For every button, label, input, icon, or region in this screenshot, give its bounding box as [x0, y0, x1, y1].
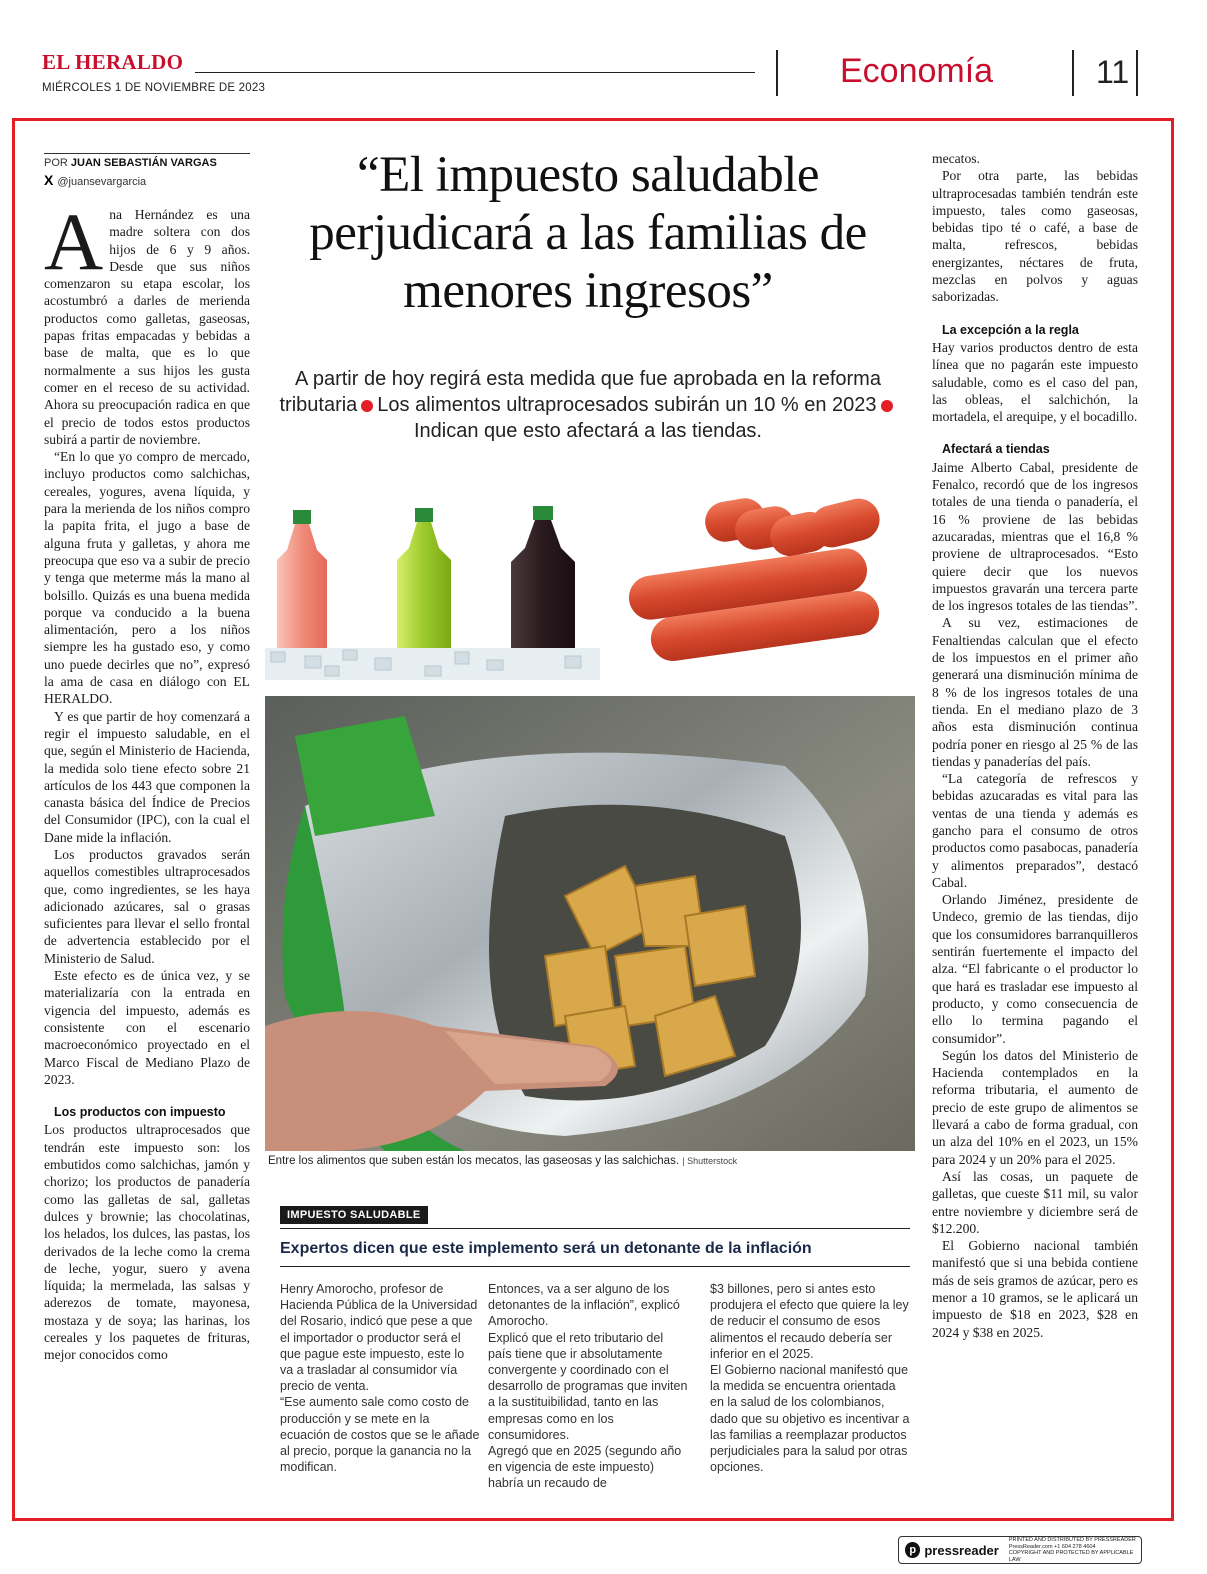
paragraph: El Gobierno nacional también manifestó que si una bebida contiene más de seis gramos de azúcar, pero es menor a 10 gramos, se le aplicará un impuesto de $18 en 2023, $28 en 2024 y $38 en 2025. [932, 1238, 1138, 1340]
bullet-dot-icon [881, 400, 893, 412]
paragraph: Este efecto es de única vez, y se materializaría con la entrada en vigencia del impuesto, además es consistente con el escenario macroeconómico proyectado en el Marco Fiscal de Mediano Plazo de 2023. [44, 968, 250, 1087]
sidebar-column-1 [280, 1281, 480, 1475]
paragraph: mecatos. [932, 151, 980, 166]
sausages-image [610, 480, 915, 680]
subheading: Los productos con impuesto [54, 1105, 226, 1120]
photo-credit: | Shutterstock [682, 1156, 738, 1166]
bottles-image [265, 480, 600, 680]
drop-cap: A [44, 196, 104, 287]
paragraph: “Ese aumento sale como costo de producción y se mete en la ecuación de costos que se le añade al precio, porque la ganancia no la modifican. [280, 1395, 480, 1475]
headline: “El impuesto saludable perjudicará a las familias de menores ingresos” [309, 147, 867, 319]
pressreader-badge[interactable] [898, 1536, 1142, 1564]
byline [44, 153, 250, 169]
header-divider [1136, 50, 1138, 96]
paragraph: El Gobierno nacional manifestó que la medida se encuentra orientada en la salud de los colombianos, dado que su objetivo es incentivar a las familias a reemplazar productos perjudiciales para la salud por otras opciones. [710, 1363, 910, 1475]
paragraph: Y es que partir de hoy comenzará a regir el impuesto saludable, en el que, según el Ministerio de Hacienda, la medida solo tiene efecto sobre 21 artículos de los 443 que componen la canasta básica del Índice de Precios del Consumidor (IPC), con la cual el Dane mide la inflación. [44, 708, 250, 845]
paragraph: Según los datos del Ministerio de Hacienda contemplados en la reforma tributaria, el aumento de precio de este grupo de alimentos se llevará a cabo de forma gradual, con un alza del 10% en el 2023, un 15% para 2024 y un 20% para el 2025. [932, 1047, 1138, 1167]
page-number: 11 [1096, 54, 1130, 90]
sidebar-rule [280, 1266, 910, 1267]
subheading: La excepción a la regla [942, 322, 1079, 337]
paragraph: Por otra parte, las bebidas ultraprocesadas también tendrán este impuesto, tales como gaseosas, bebidas tipo té o café, a base de malta, refrescos, bebidas energizantes, néctares de fruta, mezclas en polvos y aguas saborizadas. [932, 168, 1138, 305]
byline-prefix: POR [44, 157, 68, 169]
sidebar-tag: IMPUESTO SALUDABLE [280, 1206, 428, 1224]
author-name: JUAN SEBASTIÁN VARGAS [70, 157, 217, 169]
paragraph: A su vez, estimaciones de Fenaltiendas calculan que el efecto de los impuestos en el primer año generará una disminución mínima de 8 % de los ingresos totales de una tienda. En el mediano plazo de 3 años esta disminución continua podría poner en riesgo al 25 % de las tiendas y panaderías del país. [932, 615, 1138, 769]
sidebar-rule [280, 1228, 910, 1229]
paragraph: Los productos ultraprocesados que tendrán este impuesto son: los embutidos como salchichas, jamón y chorizo; los productos de panadería como las galletas de sal, galletas dulces y brownie; las chocolatinas, los helados, los dulces, las pastas, los derivados de la leche como la crema de leche, yogur, suero y avena líquida; la mermelada, las salsas y aderezos de tomate, mayonesa, mostaza y de soya; las harinas, los cereales y los paquetes de frituras, mejor conocidos como [44, 1122, 250, 1363]
paragraph: Explicó que el reto tributario del país tiene que ir absolutamente convergente y coordinado con el desarrollo de programas que inviten a la sustituibilidad, tanto en las empresas como en los consumidores. [488, 1330, 688, 1442]
author-handle[interactable] [44, 172, 146, 188]
paragraph: “La categoría de refrescos y bebidas azucaradas es vital para las ventas de una tienda y además es gancho para el consumo de otros productos como pasabocas, panadería y alimentos preparados”, destacó Cabal. [932, 771, 1138, 890]
chips-bag-image [265, 696, 915, 1151]
pressreader-logo: pressreader [924, 1542, 999, 1558]
paragraph: Entonces, va a ser alguno de los detonantes de la inflación”, explicó Amorocho. [488, 1282, 680, 1329]
x-icon: X [44, 172, 54, 188]
header-divider [1072, 50, 1074, 96]
paragraph: Hay varios productos dentro de esta línea que no pagarán este impuesto saludable, como es el caso del pan, las obleas, el salchichón, la mortadela, el arequipe, y el bocadillo. [932, 339, 1138, 425]
article-column-1 [44, 196, 250, 1364]
paragraph: $3 billones, pero si antes esto produjera el efecto que quiere la ley de reducir el consumo de esos alimentos el recaudo debería ser inferior en el 2025. [710, 1282, 909, 1361]
masthead: EL HERALDO [42, 50, 184, 74]
paragraph: Ana Hernández es una madre soltera con dos hijos de 6 y 9 años. Desde que sus niños comenzaron su etapa escolar, los acostumbró a darles de merienda productos como galletas, gaseosas, papas fritas empacadas y bebidas a base de malta, que es lo que normalmente a sus hijos les gusta comer en el receso de su actividad. Ahora su preocupación radica en que el precio de todos estos productos subirá a partir de noviembre. [44, 196, 250, 447]
paragraph: Agregó que en 2025 (segundo año en vigencia de este impuesto) habría un recaudo de [488, 1444, 682, 1491]
sidebar-title: Expertos dicen que este implemento será un detonante de la inflación [280, 1240, 812, 1257]
paragraph: Jaime Alberto Cabal, presidente de Fenalco, recordó que de los ingresos totales de una tienda o panadería, el 16 % proviene de las bebidas azucaradas, mientras que el 16,8 % proviene de ultraprocesados. “Esto quiere decir que los nuevos impuestos gravarán una tercera parte de los ingresos totales de las tiendas”. [932, 459, 1138, 614]
header-divider [776, 50, 778, 96]
pressreader-icon: p [905, 1542, 920, 1558]
sidebar-column-2 [488, 1281, 688, 1492]
deck: A partir de hoy regirá esta medida que fue aprobada en la reforma tributaria Los alimentos ultraprocesados subirán un 10 % en 2023Indican que esto afectará a las tiendas. [268, 366, 908, 444]
paragraph: Los productos gravados serán aquellos comestibles ultraprocesados que, como ingredientes, se les haya adicionado azúcares, sal o grasas suficientes para llevar el sello frontal de advertencia establecido por el Ministerio de Salud. [44, 846, 250, 966]
pressreader-notice: PRINTED AND DISTRIBUTED BY PRESSREADER PressReader.com +1 604 278 4604 COPYRIGHT AND PROTECTED BY APPLICABLE LAW [1008, 1537, 1136, 1563]
article-column-3 [932, 150, 1138, 1341]
paragraph: “En lo que yo compro de mercado, incluyo productos como salchichas, cereales, yogures, avena líquida, y para la merienda de los niños compro la papita frita, el jugo a base de alguna fruta y galletas, y ahora me preocupa que eso va a subir de precio y tenga que meterme más la mano al bolsillo. Quizás es una buena medida porque va conducido a la buena alimentación, pero a los niños siempre les ha gustado eso, y como uno puede decirles que no”, expresó la ama de casa en diálogo con EL HERALDO. [44, 449, 250, 707]
bullet-dot-icon [361, 400, 373, 412]
paragraph: Henry Amorocho, profesor de Hacienda Pública de la Universidad del Rosario, indicó que pese a que el importador o productor será el que pague este impuesto, este lo va a trasladar al consumidor vía precio de venta. [280, 1282, 478, 1394]
photo-caption: Entre los alimentos que suben están los mecatos, las gaseosas y las salchichas. | Shutterstock [268, 1155, 738, 1167]
handle-text: @juansevargarcia [57, 176, 147, 188]
subheading: Afectará a tiendas [942, 442, 1050, 457]
section-title: Economía [840, 52, 994, 90]
paragraph: Orlando Jiménez, presidente de Undeco, gremio de las tiendas, dijo que los consumidores barranquilleros sentirán fuertemente el impacto del alza. “El fabricante o el productor lo que hará es trasladar ese impuesto al producto, y como consecuencia de ello lo termina pagando el consumidor”. [932, 892, 1138, 1046]
publication-date: MIÉRCOLES 1 DE NOVIEMBRE DE 2023 [42, 82, 266, 94]
paragraph: Así las cosas, un paquete de galletas, que cueste $11 mil, su valor entre noviembre y diciembre será de $12.200. [932, 1168, 1138, 1236]
sidebar-column-3 [710, 1281, 910, 1475]
header-rule [195, 72, 755, 73]
